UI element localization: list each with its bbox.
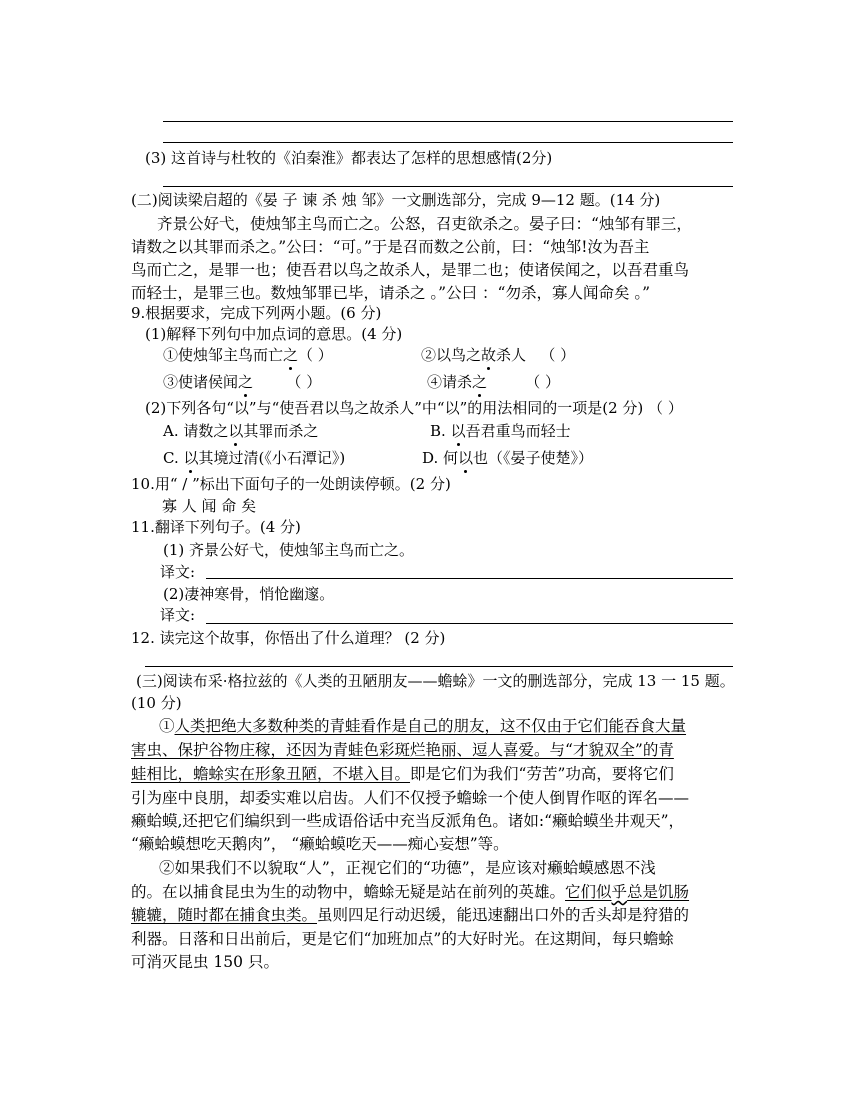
underlined-text: 总是饥肠	[627, 883, 690, 901]
question-11-s2: (2)凄神寒骨，悄怆幽邃。	[163, 585, 335, 603]
dotted-char: 以	[228, 422, 244, 440]
passage-text: 虽则四足行动迟缓，能迅速翻出口外的舌头却是狩猎的	[317, 906, 690, 924]
option-c[interactable]	[163, 448, 345, 468]
dotted-char: 之	[238, 373, 254, 391]
translation-line-2[interactable]	[206, 623, 733, 624]
question-10-title: 10.用“ / ”标出下面句子的一处朗读停顿。(2 分)	[131, 475, 451, 493]
passage-line: 而轻士，是罪三也。数烛邹罪已毕，请杀之 。”公曰 ：“勿杀，寡人闻命矣 。”	[131, 284, 651, 302]
option-text: 吾君重鸟而轻士	[465, 422, 571, 440]
dotted-char: 之	[472, 373, 488, 391]
option-text: C.	[163, 449, 184, 467]
question-11-s1: (1) 齐景公好弋，使烛邹主鸟而亡之。	[163, 541, 415, 559]
item-text: 杀人	[496, 346, 527, 364]
q9-item-2	[421, 345, 575, 365]
passage-line: 齐景公好弋，使烛邹主鸟而亡之。公怒，召吏欲杀之。晏子曰：“烛邹有罪三，	[157, 215, 692, 233]
dotted-char: 以	[183, 449, 199, 467]
answer-paren[interactable]: （ ）	[298, 346, 333, 364]
item-text: ②以鸟之	[421, 346, 482, 364]
answer-line[interactable]	[163, 186, 733, 187]
passage-line: 癞蛤蟆,还把它们编织到一些成语俗话中充当反派角色。诸如:“癞蛤蟆坐井观天”，	[131, 812, 684, 830]
dotted-char: 以	[458, 449, 474, 467]
translation-line-1[interactable]	[206, 578, 733, 579]
wavy-underlined-text: 乎	[611, 883, 628, 901]
item-text: ③使诸侯闻	[163, 373, 239, 391]
option-text: D. 何	[422, 449, 459, 467]
underlined-text: 害虫、保护谷物庄稼，还因为青蛙色彩斑烂艳丽、逗人喜爱。与“才貌双全”的青	[131, 741, 674, 759]
section-3-points: (10 分)	[131, 694, 182, 712]
question-10-sentence[interactable]: 寡 人 闻 命 矣	[162, 497, 257, 515]
answer-paren[interactable]: （ ）	[540, 346, 576, 364]
passage-line: “癞蛤蟆想吃天鹅肉”， “癞蛤蟆吃天——痴心妄想”等。	[131, 835, 509, 853]
option-d[interactable]	[422, 448, 593, 468]
question-9-sub2: (2)下列各句“以”与“使吾君以鸟之故杀人”中“以”的用法相同的一项是(2 分) （ ）	[145, 399, 683, 417]
passage-line	[131, 905, 689, 925]
option-b[interactable]	[430, 421, 571, 441]
passage-line: 请数之以其罪而杀之。”公曰：“可。”于是召而数之公前，曰：“烛邹!汝为吾主	[131, 238, 650, 256]
option-text: 其罪而杀之	[243, 422, 319, 440]
paragraph-marker: ①	[159, 717, 175, 735]
question-12-title: 12. 读完这个故事，你悟出了什么道理？ (2 分)	[131, 629, 446, 647]
option-text: B.	[430, 422, 451, 440]
section-3-heading: (三)阅读布采·格拉兹的《人类的丑陋朋友——蟾蜍》一文的删选部分，完成 13 一 15 题。	[136, 672, 735, 690]
translation-label: 译文:	[160, 606, 196, 624]
answer-line[interactable]	[163, 142, 733, 143]
question-9-sub1: (1)解释下列句中加点词的意思。(4 分)	[145, 325, 403, 343]
passage-line	[131, 882, 689, 902]
item-text: ①使烛邹主鸟而亡	[163, 346, 284, 364]
option-text: 也（《晏子使楚》）	[473, 449, 594, 467]
item-text: ④请杀	[427, 373, 473, 391]
passage-line: 鸟而亡之，是罪一也；使吾君以鸟之故杀人，是罪二也；使诸侯闻之，以吾君重鸟	[131, 261, 690, 279]
question-11-title: 11.翻译下列句子。(4 分)	[131, 518, 301, 536]
passage-line: 引为座中良朋，却委实难以启齿。人们不仅授予蟾蜍一个使人倒胃作呕的诨名——	[131, 789, 690, 807]
option-a[interactable]	[163, 421, 318, 441]
translation-label: 译文:	[160, 563, 196, 581]
answer-line[interactable]	[163, 121, 733, 122]
underlined-text: 人类把绝大多数种类的青蛙看作是自己的朋友，这不仅由于它们能吞食大量	[174, 717, 687, 735]
answer-paren[interactable]: （ ）	[286, 373, 322, 391]
q9-item-3	[163, 372, 321, 392]
passage-line	[159, 716, 686, 736]
underlined-text: 辘辘，随时都在捕食虫类。	[131, 906, 318, 924]
passage-text: 的。在以捕食昆虫为生的动物中，蟾蜍无疑是站在前列的英雄。	[131, 883, 566, 901]
question-9-title: 9.根据要求，完成下列两小题。(6 分)	[131, 304, 382, 322]
underlined-text: 它们似	[565, 883, 612, 901]
section-2-heading: (二)阅读梁启超的《晏 子 谏 杀 烛 邹》一文删选部分，完成 9—12 题。(14 分)	[131, 191, 661, 209]
underlined-text: 蛙相比，蟾蜍实在形象丑陋，不堪入目。	[131, 765, 411, 783]
passage-line: ②如果我们不以貌取“人”，正视它们的“功德”，是应该对癞蛤蟆感恩不浅	[159, 859, 656, 877]
option-text: A. 请数之	[163, 422, 229, 440]
passage-line: 利器。日落和日出前后，更是它们“加班加点”的大好时光。在这期间，每只蟾蜍	[131, 930, 674, 948]
answer-paren[interactable]: （ ）	[525, 373, 560, 391]
passage-text: 即是它们为我们“劳苦”功高，要将它们	[410, 765, 674, 783]
answer-line[interactable]	[145, 666, 733, 667]
dotted-char: 故	[481, 346, 497, 364]
option-text: 其境过清(《小石潭记》)	[198, 449, 346, 467]
dotted-char: 以	[450, 422, 466, 440]
passage-line	[131, 764, 674, 784]
passage-line	[131, 740, 674, 760]
dotted-char: 之	[283, 346, 299, 364]
question-3: (3) 这首诗与杜牧的《泊秦淮》都表达了怎样的思想感情(2分)	[145, 149, 553, 167]
q9-item-1	[163, 345, 333, 365]
q9-item-4	[427, 372, 560, 392]
passage-line: 可消灭昆虫 150 只。	[131, 953, 279, 971]
